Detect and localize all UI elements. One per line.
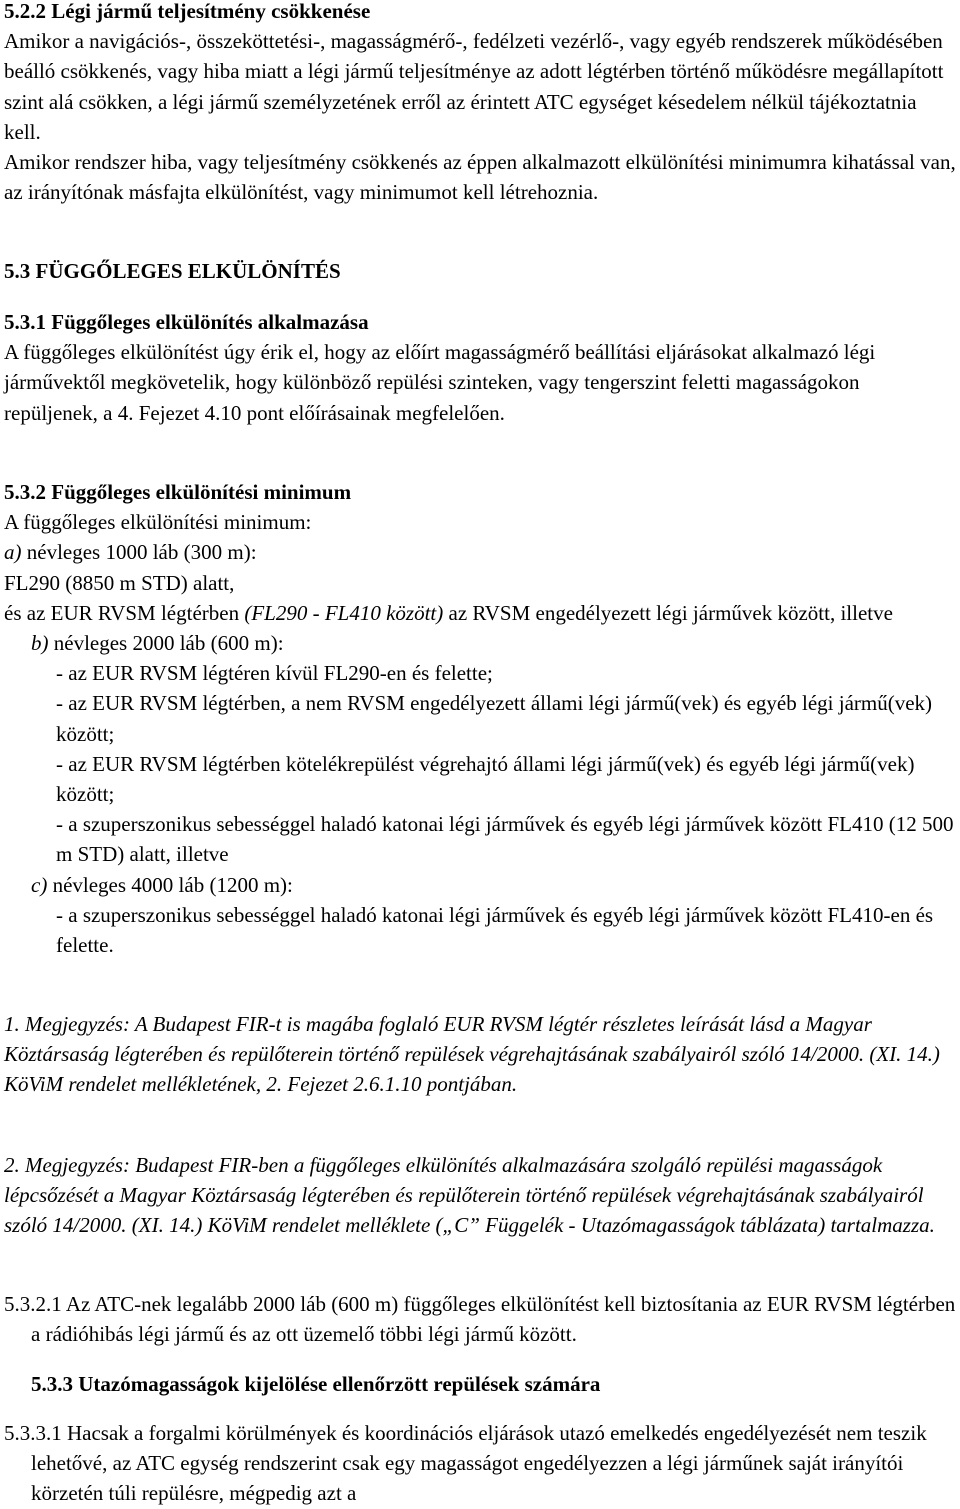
section-5-3 — [4, 256, 958, 286]
heading-5-3-2: 5.3.2 Függőleges elkülönítési minimum — [4, 480, 352, 504]
paragraph-5-2-2-second: Amikor rendszer hiba, vagy teljesítmény csökkenés az éppen alkalmazott elkülönítési minimumra kihatással van, az irányítónak másfajta elkülönítést, vagy minimumot kell létrehoznia. — [4, 150, 956, 205]
paragraph-5-3-3-1-text: 5.3.3.1 Hacsak a forgalmi körülmények és koordinációs eljárások utazó emelkedés engedélyezését nem teszik lehetővé, az ATC egység rendszerint csak egy magasságot engedélyezzen a légi járműnek saját irányítói körzetén túli repülésre, mégpedig azt a — [4, 1421, 927, 1506]
note-1 — [4, 1009, 958, 1100]
item-a-line2: FL290 (8850 m STD) alatt, — [4, 570, 235, 595]
paragraph-5-2-2-first: Amikor a navigációs-, összeköttetési-, magasságmérő-, fedélzeti vezérlő-, vagy egyéb rendszerek működésében beálló csökkenés, vagy hiba miatt a légi jármű teljesítménye az adott légtérben történő működésre megállapított szint alá csökken, a légi jármű személyzetének erről az érintett ATC egységet késedelem nélkül tájékoztatnia kell. — [4, 29, 944, 144]
item-b-entry-2: - az EUR RVSM légtérben, a nem RVSM engedélyezett állami légi jármű(vek) és egyéb légi jármű(vek) között; — [56, 691, 933, 746]
heading-5-3-1: 5.3.1 Függőleges elkülönítés alkalmazása — [4, 310, 369, 334]
item-a-label: a) — [4, 540, 22, 565]
item-a-text: névleges 1000 láb (300 m): — [21, 540, 257, 565]
item-c-text: névleges 4000 láb (1200 m): — [47, 872, 293, 897]
note-2 — [4, 1150, 958, 1241]
heading-5-3-3: 5.3.3 Utazómagasságok kijelölése ellenőrzött repülések számára — [31, 1372, 601, 1396]
paragraph-5-3-2-1 — [4, 1289, 958, 1349]
item-c-label: c) — [31, 872, 48, 897]
item-b-text: névleges 2000 láb (600 m): — [48, 631, 284, 656]
item-b-entry-4: - a szuperszonikus sebességgel haladó katonai légi járművek és egyéb légi járművek között FL410 (12 500 m STD) alatt, illetve — [56, 812, 954, 867]
section-5-3-2 — [4, 477, 958, 960]
note-1-text: 1. Megjegyzés: A Budapest FIR-t is magába foglaló EUR RVSM légtér részletes leírását lásd a Magyar Köztársaság légterében és repülőterein történő repülések végrehajtásának szabályairól szóló 14/2000. (XI. 14.) KöViM rendelet mellékletének, 2. Fejezet 2.6.1.10 pontjában. — [4, 1012, 940, 1097]
paragraph-5-3-3-1 — [4, 1418, 958, 1509]
section-5-2-2 — [4, 0, 958, 207]
item-a — [4, 537, 958, 567]
section-5-3-1 — [4, 307, 958, 428]
item-a-line3 — [4, 598, 958, 628]
item-c-entry-1: - a szuperszonikus sebességgel haladó katonai légi járművek és egyéb légi járművek között FL410-en és felette. — [56, 902, 934, 958]
item-c — [4, 870, 958, 900]
item-a-line3-pre: és az EUR RVSM légtérben — [4, 600, 245, 625]
item-b — [4, 628, 958, 658]
item-b-label: b) — [31, 631, 49, 656]
heading-5-2-2: 5.2.2 Légi jármű teljesítmény csökkenése — [4, 0, 371, 23]
item-a-line3-post: az RVSM engedélyezett légi járművek között, illetve — [443, 600, 893, 625]
section-5-3-3 — [4, 1369, 958, 1399]
paragraph-5-3-2-1-text: 5.3.2.1 Az ATC-nek legalább 2000 láb (600 m) függőleges elkülönítést kell biztosítania az EUR RVSM légtérben a rádióhibás légi jármű és az ott üzemelő többi légi jármű között. — [4, 1292, 956, 1347]
heading-5-3: 5.3 FÜGGŐLEGES ELKÜLÖNÍTÉS — [4, 259, 341, 283]
item-b-entry-3: - az EUR RVSM légtérben kötelékrepülést végrehajtó állami légi jármű(vek) és egyéb légi jármű(vek) között; — [56, 751, 915, 807]
note-2-text: 2. Megjegyzés: Budapest FIR-ben a függőleges elkülönítés alkalmazására szolgáló repülési magasságok lépcsőzését a Magyar Köztársaság légterében és repülőterein történő repülések végrehajtásának szabályairól szóló 14/2000. (XI. 14.) KöViM rendelet melléklete („C” Függelék - Utazómagasságok táblázata) tartalmazza. — [4, 1153, 935, 1238]
item-a-line3-italic: (FL290 - FL410 között) — [244, 600, 444, 625]
paragraph-5-3-1: A függőleges elkülönítést úgy érik el, hogy az előírt magasságmérő beállítási eljárásokat alkalmazó légi járművektől megkövetelik, hogy különböző repülési szinteken, vagy tengerszint feletti magasságokon repüljenek, a 4. Fejezet 4.10 pont előírásainak megfelelően. — [4, 340, 876, 425]
item-b-entry-1: - az EUR RVSM légtéren kívül FL290-en és felette; — [56, 661, 493, 686]
minimum-intro: A függőleges elkülönítési minimum: — [4, 510, 312, 535]
